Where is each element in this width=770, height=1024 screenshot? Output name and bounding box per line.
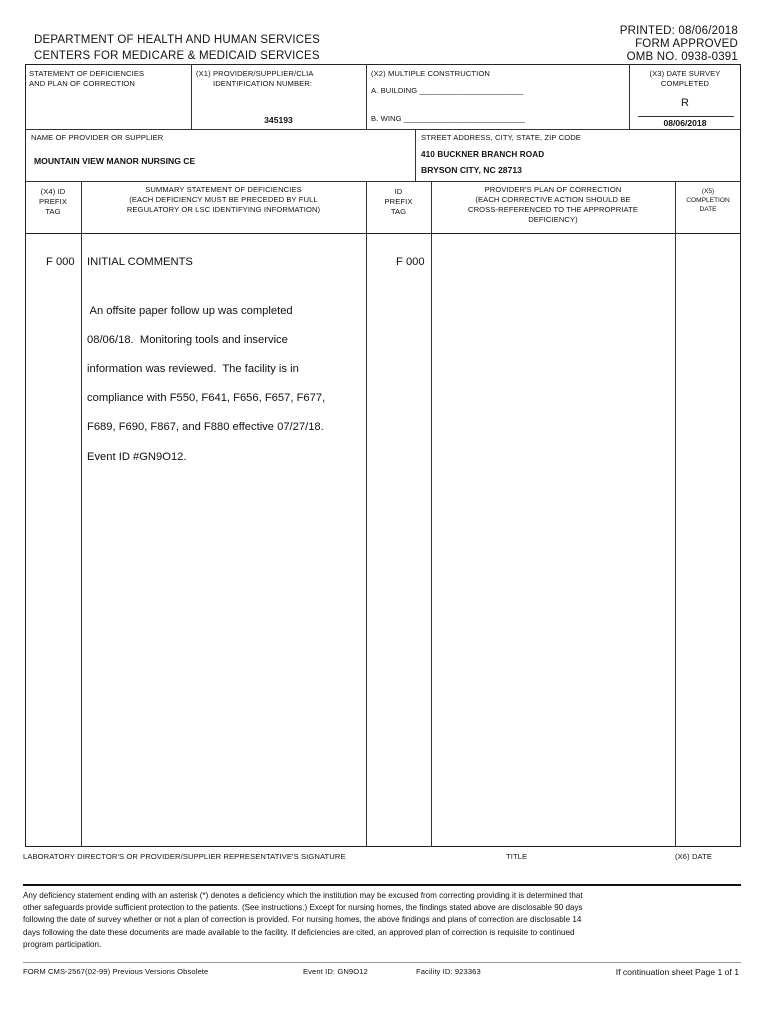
statement-label-2: AND PLAN OF CORRECTION bbox=[29, 79, 135, 88]
plan-heading-4: DEFICIENCY) bbox=[528, 215, 578, 224]
column-divider bbox=[675, 181, 676, 847]
column-divider bbox=[366, 181, 367, 847]
footer-rule bbox=[23, 962, 741, 963]
provider-name: MOUNTAIN VIEW MANOR NURSING CE bbox=[34, 156, 196, 166]
entry-line: information was reviewed. The facility is in bbox=[87, 362, 299, 375]
divider bbox=[25, 233, 741, 234]
entry-body bbox=[87, 289, 325, 479]
omb-number: OMB NO. 0938-0391 bbox=[626, 51, 738, 63]
department-title: DEPARTMENT OF HEALTH AND HUMAN SERVICES bbox=[34, 34, 320, 46]
entry-heading: INITIAL COMMENTS bbox=[87, 256, 193, 268]
x5-heading-1: (X5) bbox=[701, 188, 715, 195]
entry-line: F689, F690, F867, and F880 effective 07/27/18. bbox=[87, 421, 324, 434]
x1-label-2: IDENTIFICATION NUMBER: bbox=[213, 79, 313, 88]
form-approved: FORM APPROVED bbox=[635, 38, 738, 50]
plan-heading-2: (EACH CORRECTIVE ACTION SHOULD BE bbox=[475, 195, 631, 204]
x3-label: (X3) DATE SURVEY bbox=[649, 69, 721, 78]
address-line-1: 410 BUCKNER BRANCH ROAD bbox=[421, 150, 545, 159]
divider bbox=[638, 116, 734, 117]
disclaimer bbox=[23, 890, 583, 951]
x4-heading-2: PREFIX bbox=[38, 197, 68, 206]
x5-heading-2: COMPLETION bbox=[686, 197, 730, 204]
building-field: A. BUILDING ________________________ bbox=[371, 86, 524, 95]
signature-label: LABORATORY DIRECTOR'S OR PROVIDER/SUPPLIER REPRESENTATIVE'S SIGNATURE bbox=[23, 852, 346, 861]
disclaimer-line: days following the date these documents are made available to the facility. If deficiencies are cited, an approved plan of correction is requisite to continued bbox=[23, 927, 575, 937]
statement-label-1: STATEMENT OF DEFICIENCIES bbox=[29, 69, 145, 78]
summary-heading-3: REGULATORY OR LSC IDENTIFYING INFORMATION) bbox=[126, 205, 321, 214]
x5-heading-3: DATE bbox=[699, 206, 717, 213]
disclaimer-line: program participation. bbox=[23, 939, 102, 949]
disclaimer-line: Any deficiency statement ending with an asterisk (*) denotes a deficiency which the institution may be excused from correcting providing it is determined that bbox=[23, 891, 583, 900]
plan-heading-1: PROVIDER'S PLAN OF CORRECTION bbox=[484, 185, 622, 194]
x3-label-2: COMPLETED bbox=[660, 79, 710, 88]
entry-line: compliance with F550, F641, F656, F657, F677, bbox=[87, 392, 326, 405]
id-heading-3: TAG bbox=[390, 207, 407, 216]
disclaimer-line: other safeguards provide sufficient protection to the patients. (See instructions.) Except for nursing homes, the findings stated above are disclosable 90 days bbox=[23, 903, 583, 913]
entry-line: An offsite paper follow up was completed bbox=[87, 304, 293, 317]
page-indicator: If continuation sheet Page 1 of 1 bbox=[615, 967, 739, 977]
x1-label: (X1) PROVIDER/SUPPLIER/CLIA bbox=[196, 69, 314, 78]
agency-title: CENTERS FOR MEDICARE & MEDICAID SERVICES bbox=[34, 50, 320, 62]
divider bbox=[415, 129, 416, 182]
entry-line: Event ID #GN9O12. bbox=[87, 450, 187, 463]
provider-id-number: 345193 bbox=[264, 115, 293, 125]
x4-heading-1: (X4) ID bbox=[40, 187, 66, 196]
survey-date: 08/06/2018 bbox=[663, 118, 707, 128]
title-label: TITLE bbox=[506, 852, 528, 861]
form-number: FORM CMS-2567(02-99) Previous Versions Obsolete bbox=[23, 967, 209, 976]
divider bbox=[25, 181, 741, 182]
survey-code: R bbox=[681, 97, 689, 109]
x2-label: (X2) MULTIPLE CONSTRUCTION bbox=[371, 69, 490, 78]
x4-heading-3: TAG bbox=[45, 207, 61, 216]
signature-line bbox=[23, 884, 741, 886]
facility-id: Facility ID: 923363 bbox=[416, 967, 481, 976]
divider bbox=[366, 64, 367, 130]
wing-field: B. WING ____________________________ bbox=[371, 114, 525, 123]
disclaimer-line: following the date of survey whether or not a plan of correction is provided. For nursing homes, the above findings and plans of correction are disclosable 14 bbox=[23, 915, 582, 925]
summary-heading-2: (EACH DEFICIENCY MUST BE PRECEDED BY FULL bbox=[129, 195, 318, 204]
divider bbox=[25, 129, 741, 130]
id-heading-2: PREFIX bbox=[384, 197, 413, 206]
id-heading-1: ID bbox=[394, 187, 403, 196]
column-divider bbox=[81, 181, 82, 847]
event-id: Event ID: GN9O12 bbox=[303, 967, 368, 976]
plan-heading-3: CROSS-REFERENCED TO THE APPROPRIATE bbox=[467, 205, 639, 214]
printed-date: PRINTED: 08/06/2018 bbox=[619, 25, 738, 37]
entry-line: 08/06/18. Monitoring tools and inservice bbox=[87, 333, 288, 346]
column-divider bbox=[431, 181, 432, 847]
tag-prefix-right: F 000 bbox=[396, 256, 425, 268]
summary-heading-1: SUMMARY STATEMENT OF DEFICIENCIES bbox=[145, 185, 302, 194]
address-label: STREET ADDRESS, CITY, STATE, ZIP CODE bbox=[421, 133, 581, 142]
address-line-2: BRYSON CITY, NC 28713 bbox=[421, 165, 522, 175]
provider-name-label: NAME OF PROVIDER OR SUPPLIER bbox=[31, 133, 164, 142]
tag-prefix-left: F 000 bbox=[46, 256, 75, 268]
date-label: (X6) DATE bbox=[675, 852, 713, 861]
